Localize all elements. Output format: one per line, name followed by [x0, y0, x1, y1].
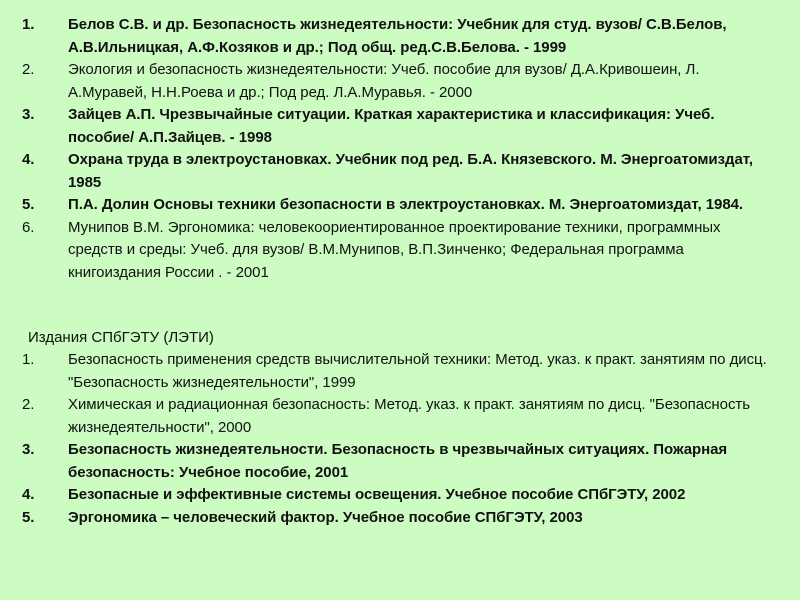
reference-text: Химическая и радиационная безопасность: Метод. указ. к практ. занятиям по дисц. "Безопасность жизнедеятельности", 2000 — [68, 396, 750, 436]
reference-item — [22, 14, 778, 59]
reference-item — [22, 104, 778, 149]
reference-text: Белов С.В. и др. Безопасность жизнедеятельности: Учебник для студ. вузов/ С.В.Белов, А.В.Ильницкая, А.Ф.Козяков и др.; Под общ. ред.С.В.Белова. - 1999 — [68, 16, 727, 56]
reference-item — [22, 59, 778, 104]
reference-number: 2. — [22, 61, 35, 78]
reference-list-main — [22, 14, 778, 284]
reference-item — [22, 394, 778, 439]
reference-text: Безопасность применения средств вычислительной техники: Метод. указ. к практ. занятиям по дисц. "Безопасность жизнедеятельности", 1999 — [68, 351, 767, 391]
reference-text: Мунипов В.М. Эргономика: человекоориентированное проектирование техники, программных средств и среды: Учеб. для вузов/ В.М.Мунипов, В.П.Зинченко; Федеральная программа книгоиздания России . - 2001 — [68, 218, 721, 281]
reference-item — [22, 217, 778, 285]
reference-text: Эргономика – человеческий фактор. Учебное пособие СПбГЭТУ, 2003 — [68, 508, 583, 526]
reference-item — [22, 507, 778, 530]
reference-item — [22, 149, 778, 194]
reference-text: Экология и безопасность жизнедеятельности: Учеб. пособие для вузов/ Д.А.Кривошеин, Л. А.Муравей, Н.Н.Роева и др.; Под ред. Л.А.Муравья. - 2000 — [68, 61, 700, 101]
reference-number: 1. — [22, 351, 35, 368]
reference-number: 6. — [22, 218, 35, 236]
reference-item — [22, 439, 778, 484]
reference-number: 4. — [22, 486, 35, 503]
reference-number: 1. — [22, 16, 35, 33]
reference-item — [22, 194, 778, 217]
reference-number: 5. — [22, 508, 35, 526]
reference-number: 4. — [22, 151, 35, 168]
reference-text: Безопасность жизнедеятельности. Безопасность в чрезвычайных ситуациях. Пожарная безопасность: Учебное пособие, 2001 — [68, 441, 728, 481]
reference-number: 2. — [22, 396, 35, 413]
reference-number: 3. — [22, 106, 35, 123]
reference-text: Безопасные и эффективные системы освещения. Учебное пособие СПбГЭТУ, 2002 — [68, 486, 686, 503]
reference-list-leti — [22, 349, 778, 529]
reference-item — [22, 484, 778, 507]
reference-text: Зайцев А.П. Чрезвычайные ситуации. Краткая характеристика и классификация: Учеб. пособие/ А.П.Зайцев. - 1998 — [68, 106, 715, 146]
reference-number: 3. — [22, 441, 35, 458]
reference-text: Охрана труда в электроустановках. Учебник под ред. Б.А. Князевского. М. Энергоатомиздат, 1985 — [68, 151, 754, 191]
section-title: Издания СПбГЭТУ (ЛЭТИ) — [28, 329, 214, 346]
reference-number: 5. — [22, 196, 35, 213]
reference-item — [22, 349, 778, 394]
reference-text: П.А. Долин Основы техники безопасности в электроустановках. М. Энергоатомиздат, 1984. — [68, 196, 744, 213]
